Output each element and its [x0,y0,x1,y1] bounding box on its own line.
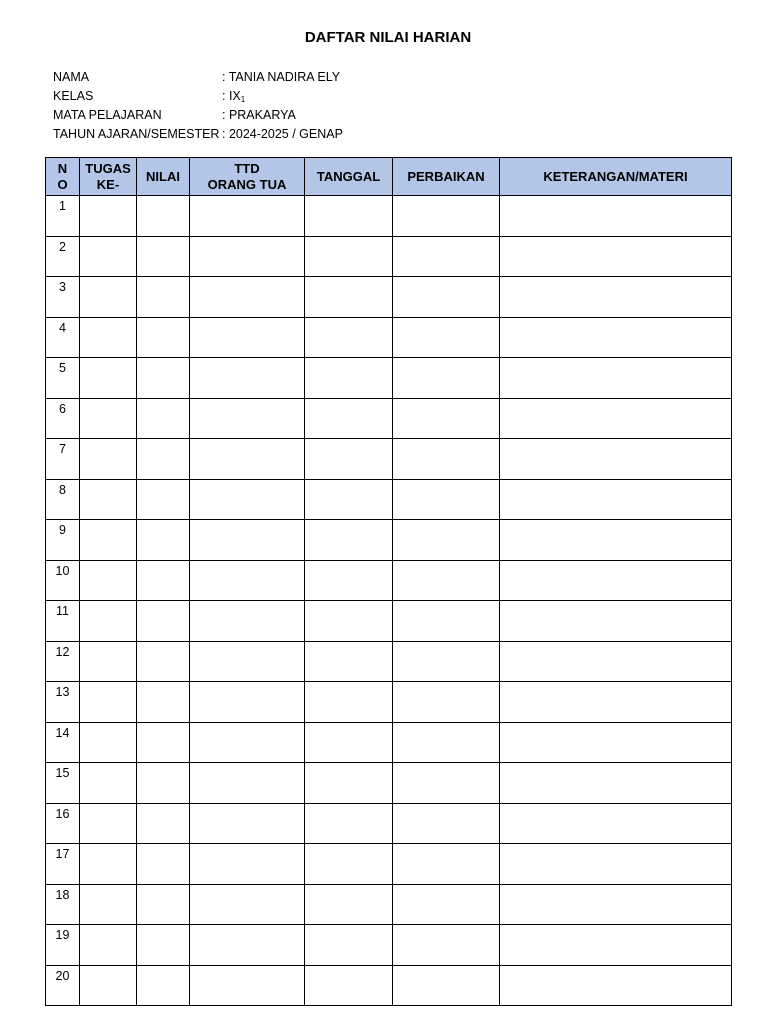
ttd-cell[interactable] [190,925,305,966]
perbaikan-cell[interactable] [393,439,500,480]
table-row [46,358,732,399]
nilai-cell[interactable] [137,479,190,520]
header-perbaikan: PERBAIKAN [393,158,500,196]
ttd-cell[interactable] [190,803,305,844]
document-title: DAFTAR NILAI HARIAN [304,29,472,46]
header-ttd [190,158,305,196]
ttd-cell[interactable] [190,520,305,561]
mapel-label: MATA PELAJARAN [53,108,162,122]
nilai-cell[interactable] [137,236,190,277]
keterangan-cell[interactable] [500,236,732,277]
nilai-cell[interactable] [137,601,190,642]
table-row [46,682,732,723]
info-row-kelas [53,87,343,106]
nilai-cell[interactable] [137,641,190,682]
tanggal-cell[interactable] [305,560,393,601]
tugas-cell[interactable] [80,844,137,885]
tanggal-cell[interactable] [305,965,393,1006]
nilai-cell[interactable] [137,763,190,804]
table-row [46,965,732,1006]
header-tugas-line1: TUGAS [85,160,131,176]
tanggal-cell[interactable] [305,803,393,844]
tanggal-cell[interactable] [305,277,393,318]
table-row [46,803,732,844]
table-row [46,560,732,601]
keterangan-cell[interactable] [500,803,732,844]
table-row [46,763,732,804]
row-number: 3 [46,277,80,318]
nilai-cell[interactable] [137,925,190,966]
keterangan-cell[interactable] [500,358,732,399]
perbaikan-cell[interactable] [393,601,500,642]
nilai-cell[interactable] [137,358,190,399]
row-number: 8 [46,479,80,520]
table-row [46,601,732,642]
nilai-cell[interactable] [137,317,190,358]
kelas-value-group [222,87,245,106]
ttd-cell[interactable] [190,844,305,885]
kelas-label: KELAS [53,89,94,103]
header-tugas-line2: KE- [96,176,120,192]
nilai-cell[interactable] [137,520,190,561]
ttd-cell[interactable] [190,277,305,318]
tanggal-cell[interactable] [305,439,393,480]
nilai-cell[interactable] [137,398,190,439]
perbaikan-cell[interactable] [393,965,500,1006]
table-row [46,196,732,237]
perbaikan-cell[interactable] [393,398,500,439]
header-nilai: NILAI [137,158,190,196]
tugas-cell[interactable] [80,641,137,682]
tahun-label: TAHUN AJARAN/SEMESTER [53,127,220,141]
ttd-cell[interactable] [190,358,305,399]
row-number: 16 [46,803,80,844]
tugas-cell[interactable] [80,925,137,966]
row-number: 7 [46,439,80,480]
table-row [46,398,732,439]
table-row [46,844,732,885]
tugas-cell[interactable] [80,196,137,237]
perbaikan-cell[interactable] [393,317,500,358]
header-tugas [80,158,137,196]
row-number: 5 [46,358,80,399]
header-keterangan: KETERANGAN/MATERI [500,158,732,196]
header-no-line2: O [57,176,68,192]
ttd-cell[interactable] [190,560,305,601]
tugas-cell[interactable] [80,398,137,439]
row-number: 9 [46,520,80,561]
tahun-value: : 2024-2025 / GENAP [222,127,343,141]
tugas-cell[interactable] [80,682,137,723]
row-number: 20 [46,965,80,1006]
nama-label: NAMA [53,70,90,84]
ttd-cell[interactable] [190,236,305,277]
keterangan-cell[interactable] [500,520,732,561]
tanggal-cell[interactable] [305,844,393,885]
tugas-cell[interactable] [80,560,137,601]
ttd-cell[interactable] [190,398,305,439]
table-row [46,479,732,520]
tanggal-cell[interactable] [305,925,393,966]
row-number: 12 [46,641,80,682]
ttd-cell[interactable] [190,601,305,642]
perbaikan-cell[interactable] [393,196,500,237]
keterangan-cell[interactable] [500,560,732,601]
perbaikan-cell[interactable] [393,925,500,966]
nilai-cell[interactable] [137,196,190,237]
ttd-cell[interactable] [190,317,305,358]
row-number: 13 [46,682,80,723]
perbaikan-cell[interactable] [393,682,500,723]
tanggal-cell[interactable] [305,236,393,277]
perbaikan-cell[interactable] [393,763,500,804]
table-header-row [46,158,732,196]
row-number: 1 [46,196,80,237]
perbaikan-cell[interactable] [393,358,500,399]
tugas-cell[interactable] [80,884,137,925]
table-row [46,317,732,358]
table-row [46,236,732,277]
keterangan-cell[interactable] [500,884,732,925]
tanggal-cell[interactable] [305,317,393,358]
nilai-cell[interactable] [137,560,190,601]
perbaikan-cell[interactable] [393,277,500,318]
keterangan-cell[interactable] [500,682,732,723]
header-ttd-line2: ORANG TUA [207,176,287,192]
row-number: 18 [46,884,80,925]
perbaikan-cell[interactable] [393,803,500,844]
keterangan-cell[interactable] [500,398,732,439]
perbaikan-cell[interactable] [393,844,500,885]
table-row [46,722,732,763]
row-number: 17 [46,844,80,885]
tanggal-cell[interactable] [305,722,393,763]
keterangan-cell[interactable] [500,479,732,520]
perbaikan-cell[interactable] [393,641,500,682]
tanggal-cell[interactable] [305,601,393,642]
table-row [46,439,732,480]
tanggal-cell[interactable] [305,358,393,399]
keterangan-cell[interactable] [500,641,732,682]
tugas-cell[interactable] [80,601,137,642]
tugas-cell[interactable] [80,439,137,480]
perbaikan-cell[interactable] [393,520,500,561]
row-number: 6 [46,398,80,439]
nilai-cell[interactable] [137,884,190,925]
row-number: 10 [46,560,80,601]
tugas-cell[interactable] [80,277,137,318]
tugas-cell[interactable] [80,317,137,358]
keterangan-cell[interactable] [500,844,732,885]
tanggal-cell[interactable] [305,682,393,723]
keterangan-cell[interactable] [500,601,732,642]
ttd-cell[interactable] [190,682,305,723]
row-number: 19 [46,925,80,966]
keterangan-cell[interactable] [500,317,732,358]
kelas-value: : IX [222,89,241,103]
info-row-tahun [53,125,343,144]
student-info [53,68,343,144]
grades-table [45,157,732,1006]
keterangan-cell[interactable] [500,965,732,1006]
ttd-cell[interactable] [190,641,305,682]
tugas-cell[interactable] [80,763,137,804]
nilai-cell[interactable] [137,803,190,844]
keterangan-cell[interactable] [500,439,732,480]
ttd-cell[interactable] [190,479,305,520]
table-row [46,641,732,682]
header-tanggal: TANGGAL [305,158,393,196]
row-number: 14 [46,722,80,763]
table-row [46,884,732,925]
mapel-value: : PRAKARYA [222,108,296,122]
perbaikan-cell[interactable] [393,722,500,763]
tanggal-cell[interactable] [305,884,393,925]
nilai-cell[interactable] [137,722,190,763]
tanggal-cell[interactable] [305,520,393,561]
nilai-cell[interactable] [137,844,190,885]
header-no [46,158,80,196]
row-number: 15 [46,763,80,804]
nama-value: : TANIA NADIRA ELY [222,70,341,84]
kelas-subscript: 1 [240,95,246,104]
table-row [46,277,732,318]
row-number: 2 [46,236,80,277]
header-ttd-line1: TTD [234,160,260,176]
tanggal-cell[interactable] [305,196,393,237]
keterangan-cell[interactable] [500,925,732,966]
info-row-mapel [53,106,343,125]
tanggal-cell[interactable] [305,763,393,804]
ttd-cell[interactable] [190,884,305,925]
tugas-cell[interactable] [80,722,137,763]
tanggal-cell[interactable] [305,641,393,682]
tugas-cell[interactable] [80,803,137,844]
perbaikan-cell[interactable] [393,560,500,601]
tanggal-cell[interactable] [305,479,393,520]
ttd-cell[interactable] [190,196,305,237]
nilai-cell[interactable] [137,439,190,480]
perbaikan-cell[interactable] [393,236,500,277]
nilai-cell[interactable] [137,682,190,723]
keterangan-cell[interactable] [500,196,732,237]
table-row [46,520,732,561]
ttd-cell[interactable] [190,722,305,763]
grades-table-body [46,196,732,1006]
keterangan-cell[interactable] [500,722,732,763]
tugas-cell[interactable] [80,520,137,561]
tugas-cell[interactable] [80,358,137,399]
row-number: 4 [46,317,80,358]
ttd-cell[interactable] [190,965,305,1006]
table-row [46,925,732,966]
ttd-cell[interactable] [190,763,305,804]
info-row-nama [53,68,343,87]
tugas-cell[interactable] [80,965,137,1006]
perbaikan-cell[interactable] [393,884,500,925]
nilai-cell[interactable] [137,965,190,1006]
keterangan-cell[interactable] [500,277,732,318]
tanggal-cell[interactable] [305,398,393,439]
keterangan-cell[interactable] [500,763,732,804]
tugas-cell[interactable] [80,236,137,277]
tugas-cell[interactable] [80,479,137,520]
ttd-cell[interactable] [190,439,305,480]
perbaikan-cell[interactable] [393,479,500,520]
header-no-line1: N [57,160,68,176]
row-number: 11 [46,601,80,642]
nilai-cell[interactable] [137,277,190,318]
